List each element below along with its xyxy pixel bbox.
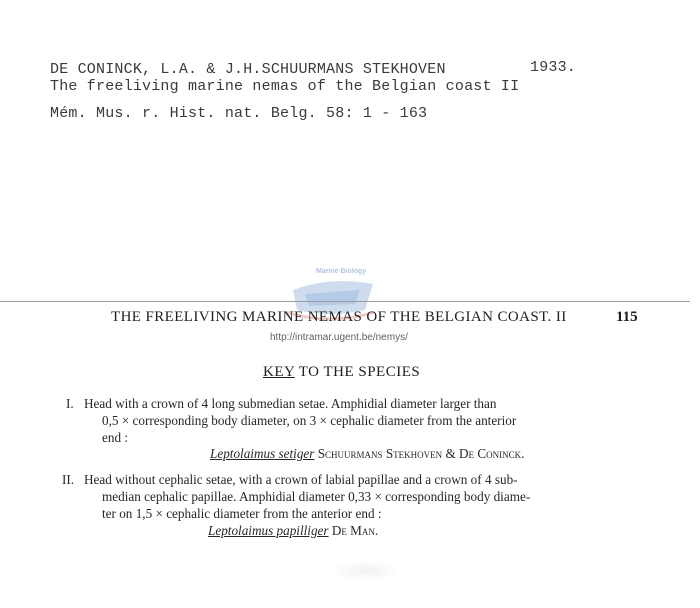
species-name: Leptolaimus papilliger (208, 523, 329, 538)
citation-title: The freeliving marine nemas of the Belgian coast II (50, 78, 520, 95)
entry-numeral: II. (62, 472, 75, 487)
species-line (208, 523, 378, 539)
watermark-label: Marine Biology (316, 268, 367, 275)
entry-line: Head with a crown of 4 long submedian setae. Amphidial diameter larger than (84, 396, 497, 411)
citation-year: 1933. (530, 59, 577, 76)
entry-line: median cephalic papillae. Amphidial diameter 0,33 × corresponding body diame- (102, 489, 531, 504)
key-heading-word: KEY (263, 364, 295, 380)
species-authority: De Man. (331, 523, 379, 538)
page-top-rule (0, 301, 690, 302)
watermark-url: http://intramar.ugent.be/nemys/ (270, 332, 408, 343)
page-header (0, 309, 700, 331)
citation-journal: Mém. Mus. r. Hist. nat. Belg. 58: 1 - 163 (50, 105, 428, 122)
key-heading (263, 364, 420, 381)
page-number: 115 (616, 309, 638, 325)
running-title: THE FREELIVING MARINE NEMAS OF THE BELGIAN COAST. II (111, 309, 567, 325)
entry-line: Head without cephalic setae, with a crown of labial papillae and a crown of 4 sub- (84, 472, 518, 487)
species-authority: Schuurmans Stekhoven & De Coninck. (317, 446, 525, 461)
species-name: Leptolaimus setiger (210, 446, 315, 461)
entry-line: ter on 1,5 × cephalic diameter from the anterior end : (102, 506, 382, 521)
species-line (210, 446, 524, 462)
entry-numeral: I. (66, 396, 74, 411)
entry-line: 0,5 × corresponding body diameter, on 3 × cephalic diameter from the anterior (102, 413, 517, 428)
citation-authors: DE CONINCK, L.A. & J.H.SCHUURMANS STEKHOVEN (50, 61, 446, 78)
faint-stamp (330, 560, 400, 582)
entry-line: end : (102, 430, 129, 445)
key-heading-rest: TO THE SPECIES (294, 364, 421, 380)
